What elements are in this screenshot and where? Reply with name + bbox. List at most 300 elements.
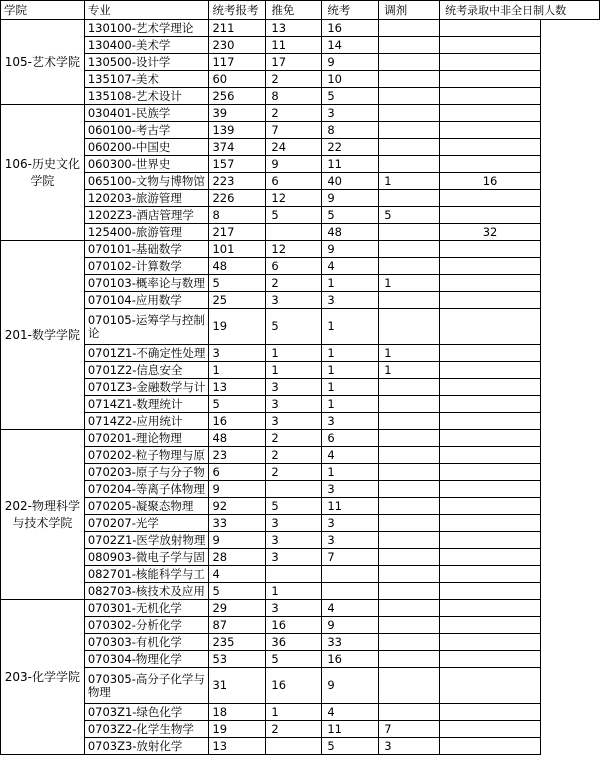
feiquanrizhi-count-cell [440, 54, 541, 71]
tiaoji-count-cell [379, 71, 440, 88]
apply-count-cell: 4 [209, 566, 266, 583]
feiquanrizhi-count-cell [440, 190, 541, 207]
major-cell: 0701Z1-不确定性处理 [84, 345, 209, 362]
tuimian-count-cell: 3 [266, 600, 322, 617]
feiquanrizhi-count-cell [440, 617, 541, 634]
apply-count-cell: 48 [209, 430, 266, 447]
tuimian-count-cell: 2 [266, 447, 322, 464]
major-cell: 082703-核技术及应用 [84, 583, 209, 600]
feiquanrizhi-count-cell [440, 430, 541, 447]
blank-cell [541, 430, 600, 447]
table-row [1, 345, 600, 362]
blank-cell [541, 345, 600, 362]
tuimian-count-cell: 2 [266, 275, 322, 292]
apply-count-cell: 256 [209, 88, 266, 105]
apply-count-cell: 87 [209, 617, 266, 634]
tiaoji-count-cell [379, 122, 440, 139]
table-row [1, 464, 600, 481]
feiquanrizhi-count-cell [440, 738, 541, 755]
feiquanrizhi-count-cell [440, 37, 541, 54]
tiaoji-count-cell [379, 549, 440, 566]
feiquanrizhi-count-cell [440, 413, 541, 430]
tongkao-count-cell: 5 [322, 207, 379, 224]
table-row [1, 309, 600, 345]
major-cell: 070205-凝聚态物理 [84, 498, 209, 515]
header-apply: 统考报考 [209, 1, 266, 20]
tuimian-count-cell [266, 566, 322, 583]
major-cell: 082701-核能科学与工 [84, 566, 209, 583]
table-row [1, 105, 600, 122]
college-cell: 202-物理科学与技术学院 [1, 430, 85, 600]
table-row [1, 258, 600, 275]
major-cell: 1202Z3-酒店管理学 [84, 207, 209, 224]
tuimian-count-cell: 13 [266, 20, 322, 37]
tiaoji-count-cell [379, 88, 440, 105]
table-row [1, 566, 600, 583]
major-cell: 070305-高分子化学与物理 [84, 668, 209, 704]
tuimian-count-cell: 2 [266, 430, 322, 447]
tongkao-count-cell: 3 [322, 515, 379, 532]
apply-count-cell: 23 [209, 447, 266, 464]
apply-count-cell: 235 [209, 634, 266, 651]
table-row [1, 139, 600, 156]
feiquanrizhi-count-cell [440, 292, 541, 309]
major-cell: 060200-中国史 [84, 139, 209, 156]
feiquanrizhi-count-cell [440, 362, 541, 379]
tongkao-count-cell: 1 [322, 345, 379, 362]
major-cell: 0714Z2-应用统计 [84, 413, 209, 430]
college-cell: 106-历史文化学院 [1, 105, 85, 241]
tongkao-count-cell: 11 [322, 721, 379, 738]
tongkao-count-cell: 1 [322, 464, 379, 481]
blank-cell [541, 362, 600, 379]
tuimian-count-cell: 6 [266, 258, 322, 275]
table-row [1, 738, 600, 755]
tuimian-count-cell: 3 [266, 413, 322, 430]
apply-count-cell: 3 [209, 345, 266, 362]
feiquanrizhi-count-cell: 16 [440, 173, 541, 190]
table-row [1, 88, 600, 105]
apply-count-cell: 1 [209, 362, 266, 379]
tiaoji-count-cell [379, 430, 440, 447]
tiaoji-count-cell [379, 600, 440, 617]
header-tiaoji: 调剂 [379, 1, 440, 20]
feiquanrizhi-count-cell [440, 464, 541, 481]
major-cell: 0703Z1-绿色化学 [84, 704, 209, 721]
tuimian-count-cell: 5 [266, 498, 322, 515]
tiaoji-count-cell [379, 515, 440, 532]
tiaoji-count-cell [379, 241, 440, 258]
college-cell: 201-数学学院 [1, 241, 85, 430]
tiaoji-count-cell [379, 224, 440, 241]
apply-count-cell: 29 [209, 600, 266, 617]
major-cell: 070302-分析化学 [84, 617, 209, 634]
table-row [1, 481, 600, 498]
table-row [1, 37, 600, 54]
feiquanrizhi-count-cell [440, 721, 541, 738]
tongkao-count-cell: 4 [322, 258, 379, 275]
blank-cell [541, 566, 600, 583]
table-row [1, 413, 600, 430]
tuimian-count-cell: 2 [266, 105, 322, 122]
tiaoji-count-cell [379, 704, 440, 721]
feiquanrizhi-count-cell [440, 88, 541, 105]
major-cell: 070101-基础数学 [84, 241, 209, 258]
tiaoji-count-cell: 1 [379, 345, 440, 362]
tiaoji-count-cell [379, 105, 440, 122]
table-row [1, 617, 600, 634]
tongkao-count-cell: 6 [322, 430, 379, 447]
table-row [1, 379, 600, 396]
apply-count-cell: 53 [209, 651, 266, 668]
table-row [1, 54, 600, 71]
blank-cell [541, 651, 600, 668]
table-row [1, 600, 600, 617]
feiquanrizhi-count-cell [440, 379, 541, 396]
major-cell: 070102-计算数学 [84, 258, 209, 275]
feiquanrizhi-count-cell [440, 309, 541, 345]
major-cell: 070204-等离子体物理 [84, 481, 209, 498]
blank-cell [541, 617, 600, 634]
tiaoji-count-cell: 1 [379, 362, 440, 379]
blank-cell [541, 54, 600, 71]
major-cell: 070105-运筹学与控制论 [84, 309, 209, 345]
tuimian-count-cell: 6 [266, 173, 322, 190]
tiaoji-count-cell [379, 292, 440, 309]
tongkao-count-cell: 1 [322, 275, 379, 292]
blank-cell [541, 207, 600, 224]
tongkao-count-cell: 7 [322, 549, 379, 566]
blank-cell [541, 738, 600, 755]
major-cell: 070201-理论物理 [84, 430, 209, 447]
table-row [1, 20, 600, 37]
tongkao-count-cell: 3 [322, 413, 379, 430]
apply-count-cell: 374 [209, 139, 266, 156]
tiaoji-count-cell [379, 447, 440, 464]
major-cell: 0701Z2-信息安全 [84, 362, 209, 379]
tiaoji-count-cell [379, 651, 440, 668]
table-row [1, 362, 600, 379]
tiaoji-count-cell [379, 139, 440, 156]
feiquanrizhi-count-cell [440, 651, 541, 668]
major-cell: 070207-光学 [84, 515, 209, 532]
major-cell: 125400-旅游管理 [84, 224, 209, 241]
apply-count-cell: 5 [209, 275, 266, 292]
major-cell: 130100-艺术学理论 [84, 20, 209, 37]
apply-count-cell: 139 [209, 122, 266, 139]
tongkao-count-cell: 5 [322, 738, 379, 755]
tuimian-count-cell: 1 [266, 362, 322, 379]
header-tuimian: 推免 [266, 1, 322, 20]
tongkao-count-cell: 9 [322, 668, 379, 704]
tiaoji-count-cell: 3 [379, 738, 440, 755]
tongkao-count-cell: 1 [322, 379, 379, 396]
blank-cell [541, 292, 600, 309]
major-cell: 030401-民族学 [84, 105, 209, 122]
feiquanrizhi-count-cell [440, 207, 541, 224]
tiaoji-count-cell [379, 481, 440, 498]
college-cell: 105-艺术学院 [1, 20, 85, 105]
major-cell: 130400-美术学 [84, 37, 209, 54]
blank-cell [541, 515, 600, 532]
tongkao-count-cell: 11 [322, 156, 379, 173]
blank-cell [541, 379, 600, 396]
table-row [1, 173, 600, 190]
tuimian-count-cell: 2 [266, 721, 322, 738]
tongkao-count-cell: 1 [322, 362, 379, 379]
apply-count-cell: 9 [209, 481, 266, 498]
tiaoji-count-cell [379, 464, 440, 481]
major-cell: 0703Z2-化学生物学 [84, 721, 209, 738]
apply-count-cell: 5 [209, 583, 266, 600]
tiaoji-count-cell [379, 258, 440, 275]
apply-count-cell: 9 [209, 532, 266, 549]
blank-cell [541, 464, 600, 481]
feiquanrizhi-count-cell [440, 634, 541, 651]
tongkao-count-cell: 10 [322, 71, 379, 88]
apply-count-cell: 8 [209, 207, 266, 224]
tongkao-count-cell: 4 [322, 447, 379, 464]
blank-cell [541, 190, 600, 207]
blank-cell [541, 481, 600, 498]
apply-count-cell: 6 [209, 464, 266, 481]
tuimian-count-cell: 36 [266, 634, 322, 651]
table-row [1, 447, 600, 464]
major-cell: 070203-原子与分子物 [84, 464, 209, 481]
apply-count-cell: 92 [209, 498, 266, 515]
major-cell: 0703Z3-放射化学 [84, 738, 209, 755]
blank-cell [541, 309, 600, 345]
blank-cell [541, 600, 600, 617]
feiquanrizhi-count-cell [440, 139, 541, 156]
table-row [1, 430, 600, 447]
tuimian-count-cell [266, 481, 322, 498]
apply-count-cell: 19 [209, 309, 266, 345]
blank-cell [541, 20, 600, 37]
tuimian-count-cell: 1 [266, 704, 322, 721]
table-row [1, 190, 600, 207]
tongkao-count-cell: 40 [322, 173, 379, 190]
blank-cell [541, 668, 600, 704]
feiquanrizhi-count-cell [440, 532, 541, 549]
tuimian-count-cell: 3 [266, 549, 322, 566]
major-cell: 065100-文物与博物馆 [84, 173, 209, 190]
tiaoji-count-cell [379, 379, 440, 396]
tongkao-count-cell: 22 [322, 139, 379, 156]
tuimian-count-cell: 1 [266, 583, 322, 600]
feiquanrizhi-count-cell [440, 668, 541, 704]
apply-count-cell: 217 [209, 224, 266, 241]
tuimian-count-cell: 5 [266, 309, 322, 345]
tiaoji-count-cell [379, 532, 440, 549]
feiquanrizhi-count-cell [440, 447, 541, 464]
blank-cell [541, 721, 600, 738]
feiquanrizhi-count-cell [440, 71, 541, 88]
table-row [1, 634, 600, 651]
blank-cell [541, 413, 600, 430]
major-cell: 080903-微电子学与固 [84, 549, 209, 566]
blank-cell [541, 258, 600, 275]
tongkao-count-cell: 33 [322, 634, 379, 651]
blank-cell [541, 71, 600, 88]
blank-cell [541, 139, 600, 156]
college-cell: 203-化学学院 [1, 600, 85, 755]
tuimian-count-cell: 5 [266, 651, 322, 668]
table-row [1, 207, 600, 224]
apply-count-cell: 16 [209, 413, 266, 430]
major-cell: 070104-应用数学 [84, 292, 209, 309]
apply-count-cell: 18 [209, 704, 266, 721]
table-row [1, 651, 600, 668]
table-row [1, 704, 600, 721]
apply-count-cell: 28 [209, 549, 266, 566]
apply-count-cell: 211 [209, 20, 266, 37]
blank-cell [541, 156, 600, 173]
tiaoji-count-cell [379, 20, 440, 37]
header-tongkao: 统考 [322, 1, 379, 20]
blank-cell [541, 275, 600, 292]
table-row [1, 549, 600, 566]
blank-cell [541, 498, 600, 515]
feiquanrizhi-count-cell [440, 275, 541, 292]
tongkao-count-cell: 9 [322, 241, 379, 258]
tongkao-count-cell: 3 [322, 532, 379, 549]
feiquanrizhi-count-cell [440, 345, 541, 362]
tiaoji-count-cell [379, 309, 440, 345]
major-cell: 130500-设计学 [84, 54, 209, 71]
major-cell: 135108-艺术设计 [84, 88, 209, 105]
blank-cell [541, 173, 600, 190]
feiquanrizhi-count-cell [440, 600, 541, 617]
blank-cell [541, 105, 600, 122]
blank-cell [541, 634, 600, 651]
apply-count-cell: 25 [209, 292, 266, 309]
tongkao-count-cell: 4 [322, 600, 379, 617]
tongkao-count-cell: 3 [322, 292, 379, 309]
tongkao-count-cell: 8 [322, 122, 379, 139]
tongkao-count-cell: 11 [322, 498, 379, 515]
tiaoji-count-cell [379, 156, 440, 173]
table-row [1, 156, 600, 173]
feiquanrizhi-count-cell [440, 20, 541, 37]
header-major: 专业 [84, 1, 209, 20]
major-cell: 060100-考古学 [84, 122, 209, 139]
table-row [1, 668, 600, 704]
blank-cell [541, 88, 600, 105]
major-cell: 135107-美术 [84, 71, 209, 88]
tuimian-count-cell: 3 [266, 379, 322, 396]
tuimian-count-cell: 2 [266, 464, 322, 481]
major-cell: 120203-旅游管理 [84, 190, 209, 207]
table-row [1, 515, 600, 532]
header-college: 学院 [1, 1, 85, 20]
apply-count-cell: 33 [209, 515, 266, 532]
apply-count-cell: 117 [209, 54, 266, 71]
major-cell: 060300-世界史 [84, 156, 209, 173]
feiquanrizhi-count-cell [440, 156, 541, 173]
major-cell: 070103-概率论与数理 [84, 275, 209, 292]
table-row [1, 292, 600, 309]
tuimian-count-cell: 24 [266, 139, 322, 156]
apply-count-cell: 19 [209, 721, 266, 738]
blank-cell [541, 549, 600, 566]
tiaoji-count-cell [379, 413, 440, 430]
tongkao-count-cell: 9 [322, 54, 379, 71]
header-feiquanrizhi: 统考录取中非全日制人数 [440, 1, 600, 20]
feiquanrizhi-count-cell: 32 [440, 224, 541, 241]
apply-count-cell: 13 [209, 379, 266, 396]
table-body [1, 20, 600, 755]
tuimian-count-cell: 12 [266, 241, 322, 258]
major-cell: 0714Z1-数理统计 [84, 396, 209, 413]
tiaoji-count-cell [379, 37, 440, 54]
tuimian-count-cell: 3 [266, 532, 322, 549]
tiaoji-count-cell [379, 498, 440, 515]
table-row [1, 122, 600, 139]
tiaoji-count-cell [379, 583, 440, 600]
tongkao-count-cell: 1 [322, 309, 379, 345]
table-row [1, 241, 600, 258]
blank-cell [541, 396, 600, 413]
tuimian-count-cell: 12 [266, 190, 322, 207]
tongkao-count-cell [322, 583, 379, 600]
apply-count-cell: 48 [209, 258, 266, 275]
major-cell: 070304-物理化学 [84, 651, 209, 668]
feiquanrizhi-count-cell [440, 498, 541, 515]
major-cell: 070301-无机化学 [84, 600, 209, 617]
tongkao-count-cell: 3 [322, 481, 379, 498]
tuimian-count-cell [266, 738, 322, 755]
blank-cell [541, 447, 600, 464]
apply-count-cell: 223 [209, 173, 266, 190]
tuimian-count-cell: 3 [266, 292, 322, 309]
feiquanrizhi-count-cell [440, 583, 541, 600]
apply-count-cell: 39 [209, 105, 266, 122]
tongkao-count-cell: 16 [322, 651, 379, 668]
tongkao-count-cell [322, 566, 379, 583]
apply-count-cell: 13 [209, 738, 266, 755]
tuimian-count-cell: 16 [266, 617, 322, 634]
tiaoji-count-cell: 7 [379, 721, 440, 738]
feiquanrizhi-count-cell [440, 396, 541, 413]
tuimian-count-cell [266, 224, 322, 241]
blank-cell [541, 122, 600, 139]
tuimian-count-cell: 7 [266, 122, 322, 139]
blank-cell [541, 224, 600, 241]
feiquanrizhi-count-cell [440, 122, 541, 139]
tiaoji-count-cell [379, 190, 440, 207]
table-row [1, 71, 600, 88]
apply-count-cell: 5 [209, 396, 266, 413]
tiaoji-count-cell [379, 54, 440, 71]
tongkao-count-cell: 1 [322, 396, 379, 413]
tuimian-count-cell: 5 [266, 207, 322, 224]
apply-count-cell: 60 [209, 71, 266, 88]
tuimian-count-cell: 16 [266, 668, 322, 704]
feiquanrizhi-count-cell [440, 549, 541, 566]
blank-cell [541, 532, 600, 549]
tuimian-count-cell: 11 [266, 37, 322, 54]
tiaoji-count-cell [379, 634, 440, 651]
table-row [1, 396, 600, 413]
tongkao-count-cell: 16 [322, 20, 379, 37]
table-row [1, 275, 600, 292]
apply-count-cell: 157 [209, 156, 266, 173]
tongkao-count-cell: 5 [322, 88, 379, 105]
tiaoji-count-cell [379, 396, 440, 413]
feiquanrizhi-count-cell [440, 105, 541, 122]
feiquanrizhi-count-cell [440, 566, 541, 583]
